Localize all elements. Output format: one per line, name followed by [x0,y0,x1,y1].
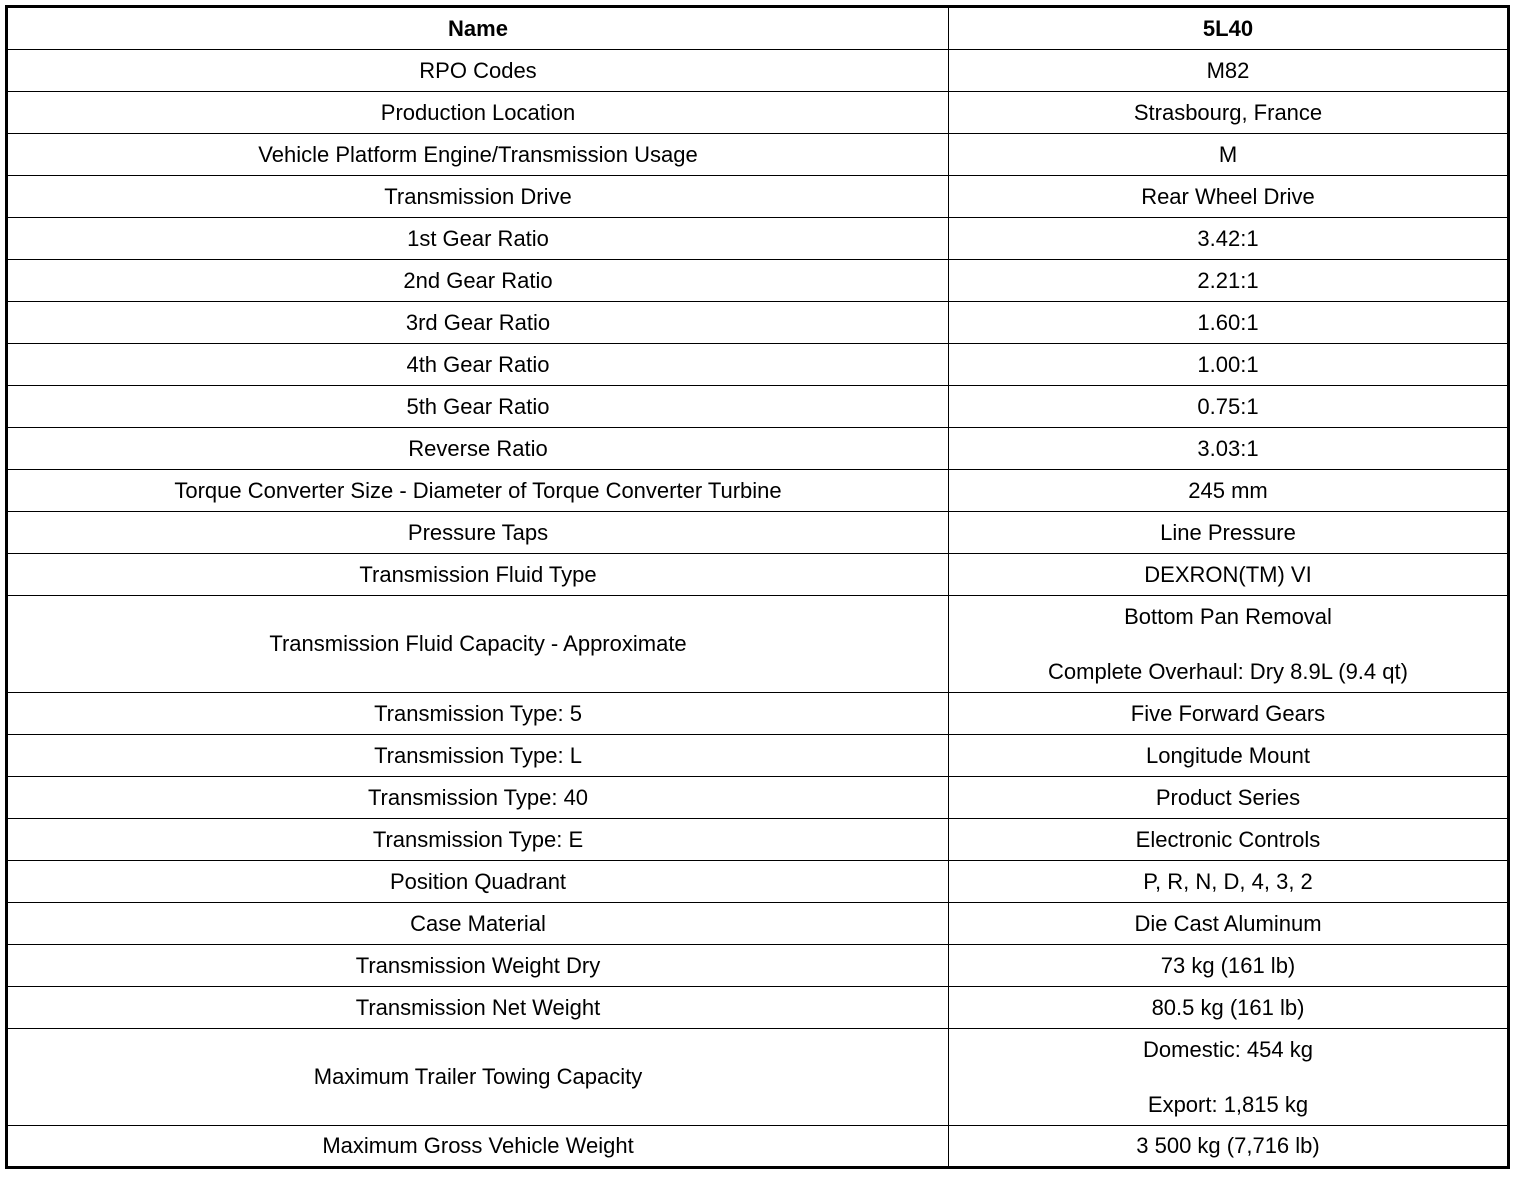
header-model: 5L40 [949,7,1509,50]
spec-value-line: Line Pressure [1160,519,1296,545]
spec-label: Maximum Gross Vehicle Weight [7,1126,949,1168]
header-name: Name [7,7,949,50]
spec-value-line: Strasbourg, France [1133,99,1323,125]
spec-value [949,596,1509,693]
spec-value-line: Bottom Pan Removal [1124,603,1332,629]
spec-value [949,693,1509,735]
spec-value-line: Die Cast Aluminum [1134,910,1322,936]
table-row [7,987,1509,1029]
spec-label: Transmission Type: E [7,819,949,861]
spec-value-line: 1.00:1 [1197,351,1259,377]
spec-label: Transmission Type: 5 [7,693,949,735]
table-row [7,470,1509,512]
spec-table [5,5,1510,1169]
spec-label: Vehicle Platform Engine/Transmission Usage [7,134,949,176]
spec-value-line: Domestic: 454 kg [1143,1036,1313,1062]
spec-label: Case Material [7,903,949,945]
spec-value [949,218,1509,260]
spec-value [949,344,1509,386]
spec-label: 5th Gear Ratio [7,386,949,428]
spec-label: 2nd Gear Ratio [7,260,949,302]
spec-label: Position Quadrant [7,861,949,903]
spec-value [949,512,1509,554]
spec-value-line: Complete Overhaul: Dry 8.9L (9.4 qt) [1048,658,1408,684]
table-row [7,596,1509,693]
spec-value-line: M [1218,141,1238,167]
spec-value [949,987,1509,1029]
spec-label: Transmission Fluid Type [7,554,949,596]
table-row [7,735,1509,777]
table-row [7,218,1509,260]
table-row [7,176,1509,218]
table-row [7,1126,1509,1168]
table-row [7,344,1509,386]
spec-value-line: M82 [1206,57,1250,83]
spec-label: Maximum Trailer Towing Capacity [7,1029,949,1126]
table-row [7,945,1509,987]
spec-value [949,945,1509,987]
spec-label: 3rd Gear Ratio [7,302,949,344]
table-row [7,861,1509,903]
table-row [7,1029,1509,1126]
spec-label: 4th Gear Ratio [7,344,949,386]
table-row [7,260,1509,302]
spec-value [949,428,1509,470]
spec-label: Transmission Fluid Capacity - Approximate [7,596,949,693]
spec-value [949,134,1509,176]
spec-value [949,735,1509,777]
spec-value-line: 80.5 kg (161 lb) [1151,994,1305,1020]
table-row [7,92,1509,134]
table-row [7,693,1509,735]
spec-label: Production Location [7,92,949,134]
table-row [7,386,1509,428]
spec-value-line: P, R, N, D, 4, 3, 2 [1143,868,1313,894]
spec-label: Reverse Ratio [7,428,949,470]
spec-value [949,302,1509,344]
table-row [7,554,1509,596]
spec-value [949,861,1509,903]
spec-value-line: Five Forward Gears [1130,700,1326,726]
spec-label: Transmission Weight Dry [7,945,949,987]
spec-value-line: DEXRON(TM) VI [1144,561,1312,587]
spec-label: Transmission Drive [7,176,949,218]
spec-value-line: 3.03:1 [1197,435,1259,461]
spec-value [949,777,1509,819]
spec-label: Pressure Taps [7,512,949,554]
spec-value [949,92,1509,134]
spec-value [949,903,1509,945]
table-row [7,50,1509,92]
table-row [7,302,1509,344]
table-row [7,819,1509,861]
header-row [7,7,1509,50]
spec-value-line: 1.60:1 [1197,309,1259,335]
table-row [7,512,1509,554]
spec-value [949,260,1509,302]
spec-label: RPO Codes [7,50,949,92]
spec-value-line: 3.42:1 [1197,225,1259,251]
spec-body [7,50,1509,1168]
spec-value [949,176,1509,218]
spec-value [949,50,1509,92]
spec-value-line: Export: 1,815 kg [1147,1091,1309,1117]
spec-value-line: Product Series [1155,784,1301,810]
spec-value [949,554,1509,596]
table-row [7,134,1509,176]
spec-value [949,819,1509,861]
spec-value-line: 3 500 kg (7,716 lb) [1136,1133,1320,1158]
spec-value-line: 245 mm [1188,477,1268,503]
table-row [7,903,1509,945]
spec-value [949,470,1509,512]
spec-label: Transmission Net Weight [7,987,949,1029]
table-row [7,777,1509,819]
spec-label: Torque Converter Size - Diameter of Torque Converter Turbine [7,470,949,512]
spec-value-line: Longitude Mount [1146,742,1310,768]
spec-value [949,386,1509,428]
spec-label: Transmission Type: L [7,735,949,777]
spec-value-line: Rear Wheel Drive [1141,183,1315,209]
spec-value-line: 0.75:1 [1197,393,1259,419]
table-row [7,428,1509,470]
spec-value-line: 2.21:1 [1197,267,1259,293]
spec-label: 1st Gear Ratio [7,218,949,260]
spec-value [949,1029,1509,1126]
spec-label: Transmission Type: 40 [7,777,949,819]
spec-value-line: 73 kg (161 lb) [1160,952,1296,978]
spec-value [949,1126,1509,1168]
spec-value-line: Electronic Controls [1135,826,1321,852]
